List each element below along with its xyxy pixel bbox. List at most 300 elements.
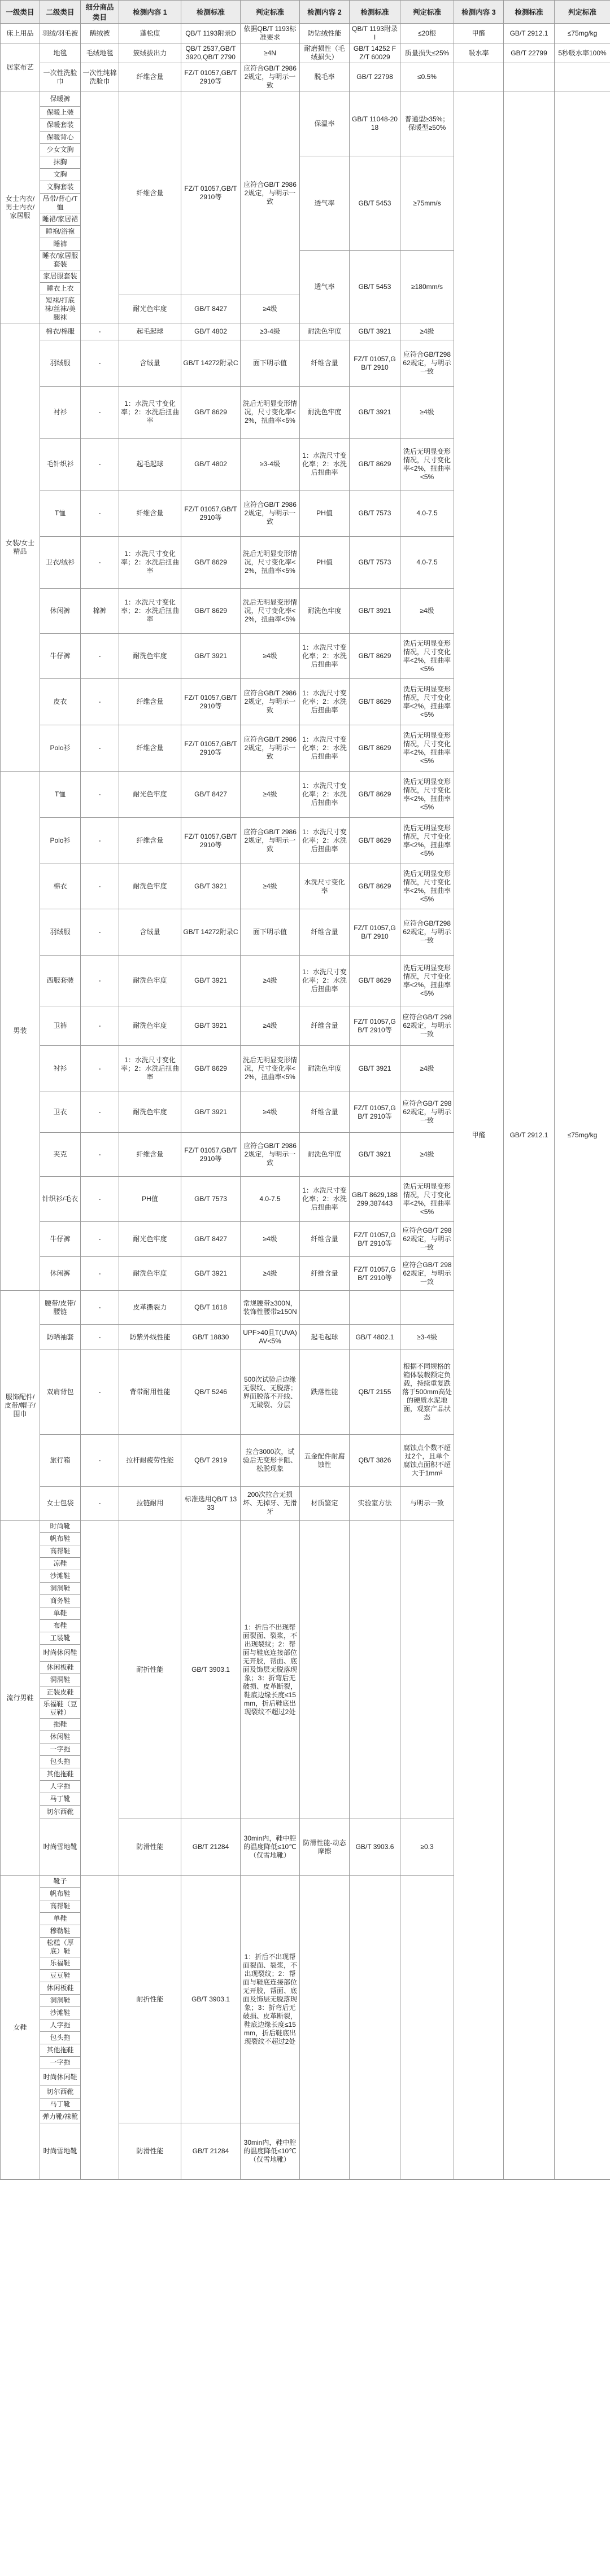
detail-cell: 棉裤 (81, 589, 119, 634)
test-cell: 纤维含量 (119, 91, 181, 295)
test-cell: 含绒量 (119, 340, 181, 387)
category-cell: 床上用品 (1, 24, 40, 43)
judge-cell: 200次拉合无损坏、无掉牙、无滑牙 (241, 1487, 300, 1521)
standard-cell: GB/T 3921 (181, 1257, 241, 1291)
standard-cell: QB/T 3826 (350, 1435, 400, 1487)
subcategory-cell: 帆布鞋 (40, 1888, 81, 1900)
test-cell: PH值 (300, 490, 350, 537)
test-cell: 起毛起球 (300, 1325, 350, 1350)
standard-cell: GB/T 3921 (181, 1092, 241, 1133)
standard-cell: QB/T 5246 (181, 1350, 241, 1435)
judge-cell: 洗后无明显变形情况，尺寸变化率<2%，扭曲率<5% (400, 439, 454, 490)
standard-cell: GB/T 22798 (350, 63, 400, 91)
judge-cell: ≥4级 (241, 1222, 300, 1257)
subcategory-cell: 布鞋 (40, 1620, 81, 1632)
judge-cell: 1：折后不出现帮面裂面、裂浆，不出现裂纹；2：帮面与鞋底连接部位无开胶，帮面、底面及饰层无脱落现象；3：折弯后无破损、皮革断裂，鞋底边缘长度≤15mm，折后鞋底出现裂纹不超过2处 (241, 1876, 300, 2123)
test-cell: 1：水洗尺寸变化率；2：水洗后扭曲率 (119, 1046, 181, 1092)
subcategory-cell: 时尚雪地靴 (40, 2123, 81, 2180)
standard-cell: FZ/T 01057,GB/T 2910等 (350, 1006, 400, 1046)
subcategory-cell: 单鞋 (40, 1607, 81, 1620)
judge-cell: 洗后无明显变形情况，尺寸变化率<2%，扭曲率<5% (400, 864, 454, 909)
test-cell: 耐洗色牢度 (300, 1046, 350, 1092)
test-cell: 防滑性能 (119, 1819, 181, 1876)
standard-cell: FZ/T 01057,GB/T 2910等 (181, 490, 241, 537)
subcategory-cell: 休闲板鞋 (40, 1662, 81, 1674)
test-cell: 含绒量 (119, 909, 181, 956)
subcategory-cell: 毛针织衫 (40, 439, 81, 490)
judge-cell: 应符合GB/T 29862规定，与明示一致 (241, 63, 300, 91)
subcategory-cell: 棉衣/棉服 (40, 323, 81, 340)
test-cell: 甲醛 (454, 91, 504, 2180)
subcategory-cell: 弹力靴/袜靴 (40, 2111, 81, 2123)
detail-cell: - (81, 387, 119, 439)
column-header: 细分商品类目 (81, 1, 119, 24)
standard-cell: GB/T 3921 (181, 956, 241, 1006)
test-cell: 1：水洗尺寸变化率；2：水洗后扭曲率 (300, 679, 350, 725)
detail-cell: - (81, 537, 119, 589)
standard-cell (350, 1521, 400, 1819)
detail-cell: - (81, 323, 119, 340)
standard-cell: GB/T 3903.6 (350, 1819, 400, 1876)
standard-cell: FZ/T 01057,GB/T 2910 (350, 909, 400, 956)
test-cell: 纤维含量 (300, 1222, 350, 1257)
detail-cell: - (81, 772, 119, 818)
standard-cell: GB/T 8427 (181, 295, 241, 323)
standard-cell: FZ/T 01057,GB/T 2910等 (181, 818, 241, 864)
subcategory-cell: 乐福鞋 (40, 1957, 81, 1970)
standard-cell: QB/T 2155 (350, 1350, 400, 1435)
column-header: 检测内容 3 (454, 1, 504, 24)
judge-cell: ≥4级 (241, 772, 300, 818)
standard-cell: GB/T 5453 (350, 156, 400, 251)
standard-cell: GB/T 4802 (181, 439, 241, 490)
detail-cell: - (81, 1092, 119, 1133)
standard-cell: GB/T 8629,188299,387443 (350, 1177, 400, 1222)
subcategory-cell: 洞洞鞋 (40, 1674, 81, 1686)
test-cell: 防钻绒性能 (300, 24, 350, 43)
subcategory-cell: 高帮鞋 (40, 1900, 81, 1913)
judge-cell: 洗后无明显变形情况，尺寸变化率<2%，扭曲率<5% (241, 1046, 300, 1092)
test-cell: 纤维含量 (119, 63, 181, 91)
detail-cell: 鹅绒被 (81, 24, 119, 43)
test-cell: 耐洗色牢度 (300, 323, 350, 340)
subcategory-cell: 洞洞鞋 (40, 1583, 81, 1595)
judge-cell: 4.0-7.5 (400, 537, 454, 589)
judge-cell: ≥4级 (400, 1046, 454, 1092)
standard-cell: GB/T 8427 (181, 772, 241, 818)
subcategory-cell: 旅行箱 (40, 1435, 81, 1487)
test-cell: 纤维含量 (119, 725, 181, 772)
standard-cell: FZ/T 01057,GB/T 2910等 (181, 1133, 241, 1177)
subcategory-cell: 高帮鞋 (40, 1545, 81, 1558)
standard-cell: GB/T 8629 (350, 725, 400, 772)
test-cell: 耐洗色牢度 (119, 956, 181, 1006)
judge-cell: 5秒吸水率100% (555, 43, 610, 63)
detail-cell: - (81, 634, 119, 679)
subcategory-cell: 工装靴 (40, 1632, 81, 1645)
test-cell: 1：水洗尺寸变化率；2：水洗后扭曲率 (300, 725, 350, 772)
test-cell: 纤维含量 (119, 679, 181, 725)
header-row (1, 1, 610, 24)
standard-cell: GB/T 3921 (181, 864, 241, 909)
judge-cell: 应符合GB/T29862规定，与明示一致 (400, 909, 454, 956)
standard-cell: GB/T 3921 (350, 323, 400, 340)
judge-cell: 面下明示值 (241, 340, 300, 387)
judge-cell: 500次试验后边缘无裂纹、无脱落；界面脱落不开线、无破裂、分层 (241, 1350, 300, 1435)
test-cell: 耐光色牢度 (119, 1222, 181, 1257)
standard-cell: GB/T 8629 (350, 634, 400, 679)
judge-cell: 洗后无明显变形情况，尺寸变化率<2%，扭曲率<5% (400, 818, 454, 864)
standard-cell: GB/T 7573 (350, 490, 400, 537)
detail-cell: - (81, 1325, 119, 1350)
test-cell: 纤维含量 (300, 340, 350, 387)
test-cell: 耐折性能 (119, 1521, 181, 1819)
test-cell: 蓬松度 (119, 24, 181, 43)
column-header: 检测内容 2 (300, 1, 350, 24)
judge-cell: 4.0-7.5 (400, 490, 454, 537)
detail-cell: - (81, 1177, 119, 1222)
test-cell: 拉链耐用 (119, 1487, 181, 1521)
detail-cell: - (81, 1222, 119, 1257)
judge-cell (400, 1291, 454, 1325)
subcategory-cell: 时尚雪地靴 (40, 1819, 81, 1876)
column-header: 检测标准 (181, 1, 241, 24)
subcategory-cell: 文胸套装 (40, 181, 81, 194)
judge-cell: UPF>40且T(UVA)AV<5% (241, 1325, 300, 1350)
subcategory-cell: 卫衣 (40, 1092, 81, 1133)
judge-cell: 洗后无明显变形情况，尺寸变化率<2%，扭曲率<5% (400, 725, 454, 772)
subcategory-cell: 衬衫 (40, 387, 81, 439)
judge-cell: ≥4级 (400, 387, 454, 439)
standard-cell: GB/T 3921 (350, 387, 400, 439)
test-cell: 吸水率 (454, 43, 504, 63)
test-cell: 保温率 (300, 91, 350, 156)
standard-cell: GB/T 11048-2018 (350, 91, 400, 156)
detail-cell: - (81, 909, 119, 956)
standard-cell: GB/T 8629 (350, 772, 400, 818)
standard-cell: GB/T 8629 (350, 818, 400, 864)
standard-cell: 标准选用QB/T 1333 (181, 1487, 241, 1521)
column-header: 判定标准 (241, 1, 300, 24)
subcategory-cell: 睡衣/家居服套装 (40, 251, 81, 270)
standard-cell (350, 1876, 400, 2180)
judge-cell: 30min内，鞋中腔的温度降低≤10℃（仅雪地靴） (241, 2123, 300, 2180)
subcategory-cell: 羽绒服 (40, 909, 81, 956)
subcategory-cell: 卫裤 (40, 1006, 81, 1046)
standard-cell: GB/T 5453 (350, 251, 400, 323)
detail-cell (81, 1521, 119, 1876)
subcategory-cell: 睡裙/家居裙 (40, 213, 81, 226)
standard-cell: 实验室方法 (350, 1487, 400, 1521)
subcategory-cell: 针织衫/毛衣 (40, 1177, 81, 1222)
category-cell: 女鞋 (1, 1876, 40, 2180)
test-cell: PH值 (300, 537, 350, 589)
test-cell: 耐洗色牢度 (300, 1133, 350, 1177)
detail-cell: - (81, 679, 119, 725)
standard-cell: GB/T 2912.1 (504, 24, 555, 43)
test-cell: 1：水洗尺寸变化率；2：水洗后扭曲率 (300, 1177, 350, 1222)
subcategory-cell: 睡袍/浴袍 (40, 226, 81, 238)
test-cell: 背带耐用性能 (119, 1350, 181, 1435)
judge-cell: ≤20根 (400, 24, 454, 43)
judge-cell: 拉合3000次，试验后无变形卡阻、松脱现象 (241, 1435, 300, 1487)
subcategory-cell: 时尚靴 (40, 1521, 81, 1533)
standard-cell (504, 63, 555, 91)
judge-cell (400, 1521, 454, 1819)
judge-cell: 应符合GB/T 29862规定，与明示一致 (241, 725, 300, 772)
standard-cell: GB/T 8629 (350, 956, 400, 1006)
detail-cell: - (81, 1257, 119, 1291)
subcategory-cell: 其他拖鞋 (40, 1768, 81, 1781)
detail-cell: - (81, 1487, 119, 1521)
judge-cell: 30min内，鞋中腔的温度降低≤10℃（仅雪地靴） (241, 1819, 300, 1876)
subcategory-cell: 凉鞋 (40, 1558, 81, 1570)
subcategory-cell: 靴子 (40, 1876, 81, 1888)
test-cell: 皮革撕裂力 (119, 1291, 181, 1325)
standard-cell: QB/T 2919 (181, 1435, 241, 1487)
test-cell: 脱毛率 (300, 63, 350, 91)
judge-cell: ≤0.5% (400, 63, 454, 91)
test-cell: 1：水洗尺寸变化率；2：水洗后扭曲率 (119, 589, 181, 634)
judge-cell: 质量损失≤25% (400, 43, 454, 63)
test-cell: 纤维含量 (300, 1006, 350, 1046)
test-cell: 1：水洗尺寸变化率；2：水洗后扭曲率 (300, 634, 350, 679)
test-cell: 水洗尺寸变化率 (300, 864, 350, 909)
judge-cell: 依据QB/T 1193标准要求 (241, 24, 300, 43)
detail-cell (81, 91, 119, 323)
subcategory-cell: 一字拖 (40, 1743, 81, 1756)
subcategory-cell: 牛仔裤 (40, 1222, 81, 1257)
judge-cell: 洗后无明显变形情况，尺寸变化率<2%，扭曲率<5% (241, 537, 300, 589)
detail-cell: - (81, 340, 119, 387)
judge-cell: ≥0.3 (400, 1819, 454, 1876)
subcategory-cell: 地毯 (40, 43, 81, 63)
category-cell: 服饰配件/皮带/帽子/围巾 (1, 1291, 40, 1521)
column-header: 一级类目 (1, 1, 40, 24)
category-cell: 男装 (1, 772, 40, 1291)
subcategory-cell: 休闲板鞋 (40, 1982, 81, 1995)
test-cell: 耐洗色牢度 (119, 864, 181, 909)
standard-cell: GB/T 3921 (350, 1046, 400, 1092)
subcategory-cell: 人字拖 (40, 2019, 81, 2032)
test-cell: 1：水洗尺寸变化率；2：水洗后扭曲率 (300, 818, 350, 864)
subcategory-cell: 豆豆鞋 (40, 1970, 81, 1982)
category-cell: 居家布艺 (1, 43, 40, 91)
test-cell: 纤维含量 (300, 909, 350, 956)
subcategory-cell: 拖鞋 (40, 1719, 81, 1731)
test-cell: 耐洗色牢度 (300, 387, 350, 439)
standard-cell: GB/T 8629 (350, 679, 400, 725)
subcategory-cell: 时尚休闲鞋 (40, 2069, 81, 2086)
subcategory-cell: 正装皮鞋 (40, 1686, 81, 1699)
detail-cell: - (81, 725, 119, 772)
judge-cell: 普通型≥35%；保暖型≥50% (400, 91, 454, 156)
detail-cell: - (81, 864, 119, 909)
category-cell: 女装/女士精品 (1, 323, 40, 772)
subcategory-cell: 女士包袋 (40, 1487, 81, 1521)
detail-cell: - (81, 1291, 119, 1325)
judge-cell: 洗后无明显变形情况，尺寸变化率<2%，扭曲率<5% (241, 387, 300, 439)
standard-cell: QB/T 1193附录I (350, 24, 400, 43)
test-cell: 耐洗色牢度 (300, 589, 350, 634)
test-cell: 防滑性能 (119, 2123, 181, 2180)
judge-cell: 洗后无明显变形情况，尺寸变化率<2%，扭曲率<5% (241, 589, 300, 634)
standard-cell: GB/T 4802 (181, 323, 241, 340)
judge-cell: 1：折后不出现帮面裂面、裂浆，不出现裂纹；2：帮面与鞋底连接部位无开胶，帮面、底面及饰层无脱落现象；3：折弯后无破损、皮革断裂，鞋底边缘长度≤15mm，折后鞋底出现裂纹不超过2处 (241, 1521, 300, 1819)
subcategory-cell: 家居服套装 (40, 270, 81, 283)
subcategory-cell: 吊带/背心/T恤 (40, 194, 81, 213)
judge-cell: 常规腰带≥300N，装饰性腰带≥150N (241, 1291, 300, 1325)
subcategory-cell: Polo衫 (40, 818, 81, 864)
subcategory-cell: 腰带/皮带/腰链 (40, 1291, 81, 1325)
test-cell: 1：水洗尺寸变化率；2：水洗后扭曲率 (300, 956, 350, 1006)
category-cell: 流行男鞋 (1, 1521, 40, 1876)
table-row (1, 24, 610, 43)
standard-cell: FZ/T 01057,GB/T 2910等 (181, 63, 241, 91)
test-cell: 透气率 (300, 156, 350, 251)
subcategory-cell: 休闲裤 (40, 589, 81, 634)
test-cell: 1：水洗尺寸变化率；2：水洗后扭曲率 (119, 537, 181, 589)
judge-cell: ≥4级 (241, 295, 300, 323)
judge-cell: 应符合GB/T 29862规定，与明示一致 (241, 679, 300, 725)
subcategory-cell: 乐福鞋（豆豆鞋） (40, 1699, 81, 1719)
judge-cell: ≥4级 (400, 1133, 454, 1177)
standard-cell: QB/T 1618 (181, 1291, 241, 1325)
subcategory-cell: 睡裤 (40, 238, 81, 251)
judge-cell: ≥4级 (400, 323, 454, 340)
subcategory-cell: 睡衣上衣 (40, 283, 81, 295)
standard-cell: GB/T 3903.1 (181, 1521, 241, 1819)
standard-cell: GB/T 22799 (504, 43, 555, 63)
subcategory-cell: Polo衫 (40, 725, 81, 772)
judge-cell: 应符合GB/T 29862规定，与明示一致 (400, 1257, 454, 1291)
test-cell: 拉杆耐疲劳性能 (119, 1435, 181, 1487)
test-cell: 五金配件耐腐蚀性 (300, 1435, 350, 1487)
detail-cell: 毛绒地毯 (81, 43, 119, 63)
test-cell: PH值 (119, 1177, 181, 1222)
test-cell: 耐光色牢度 (119, 295, 181, 323)
test-cell: 耐折性能 (119, 1876, 181, 2123)
subcategory-cell: 切尔西靴 (40, 1806, 81, 1819)
standard-cell: GB/T 3921 (181, 634, 241, 679)
subcategory-cell: 一次性洗脸巾 (40, 63, 81, 91)
judge-cell: 应符合GB/T 29862规定，与明示一致 (241, 1133, 300, 1177)
judge-cell: 应符合GB/T 29862规定，与明示一致 (400, 1006, 454, 1046)
detail-cell (81, 1876, 119, 2180)
subcategory-cell: 包头拖 (40, 2032, 81, 2044)
standard-cell: FZ/T 01057,GB/T 2910等 (181, 91, 241, 295)
standard-cell: GB/T 7573 (181, 1177, 241, 1222)
subcategory-cell: 防晒袖套 (40, 1325, 81, 1350)
subcategory-cell: 夹克 (40, 1133, 81, 1177)
test-cell (300, 1521, 350, 1819)
judge-cell: 应符合GB/T 29862规定，与明示一致 (241, 490, 300, 537)
test-cell (300, 1291, 350, 1325)
standard-cell: QB/T 1193附录D (181, 24, 241, 43)
subcategory-cell: 休闲裤 (40, 1257, 81, 1291)
standard-cell: GB/T 3903.1 (181, 1876, 241, 2123)
standard-cell: GB/T 8629 (181, 537, 241, 589)
subcategory-cell: 洞洞鞋 (40, 1995, 81, 2007)
test-cell: 1：水洗尺寸变化率；2：水洗后扭曲率 (300, 772, 350, 818)
judge-cell (400, 1876, 454, 2180)
subcategory-cell: 保暖套装 (40, 119, 81, 132)
test-cell: 防滑性能-动态摩擦 (300, 1819, 350, 1876)
table-row (1, 43, 610, 63)
test-cell (454, 63, 504, 91)
standard-cell: GB/T 7573 (350, 537, 400, 589)
subcategory-cell: 保暖上装 (40, 107, 81, 119)
standard-cell: GB/T 21284 (181, 2123, 241, 2180)
subcategory-cell: 皮衣 (40, 679, 81, 725)
subcategory-cell: 沙滩鞋 (40, 2007, 81, 2019)
judge-cell: ≥3-4级 (241, 439, 300, 490)
subcategory-cell: 商务鞋 (40, 1595, 81, 1607)
column-header: 检测标准 (504, 1, 555, 24)
detail-cell: - (81, 1350, 119, 1435)
judge-cell: ≥4级 (241, 956, 300, 1006)
subcategory-cell: 马丁靴 (40, 2099, 81, 2111)
subcategory-cell: 衬衫 (40, 1046, 81, 1092)
judge-cell: ≥4N (241, 43, 300, 63)
standard-cell: GB/T 8629 (181, 1046, 241, 1092)
judge-cell: 洗后无明显变形情况，尺寸变化率<2%，扭曲率<5% (400, 634, 454, 679)
table-body (1, 24, 610, 2180)
judge-cell: 应符合GB/T 29862规定，与明示一致 (400, 1092, 454, 1133)
judge-cell: ≥3-4级 (400, 1325, 454, 1350)
judge-cell: ≥4级 (241, 1257, 300, 1291)
subcategory-cell: T恤 (40, 772, 81, 818)
test-cell: 纤维含量 (119, 818, 181, 864)
subcategory-cell: 马丁靴 (40, 1793, 81, 1806)
judge-cell: ≤75mg/kg (555, 24, 610, 43)
judge-cell: ≤75mg/kg (555, 91, 610, 2180)
judge-cell: 洗后无明显变形情况，尺寸变化率<2%，扭曲率<5% (400, 679, 454, 725)
judge-cell: ≥180mm/s (400, 251, 454, 323)
standard-cell: GB/T 8629 (181, 387, 241, 439)
detail-cell: - (81, 818, 119, 864)
judge-cell: ≥4级 (241, 864, 300, 909)
subcategory-cell: 短袜/打底袜/丝袜/美腿袜 (40, 295, 81, 323)
standard-cell: GB/T 8427 (181, 1222, 241, 1257)
standard-cell: FZ/T 01057,GB/T 2910等 (181, 679, 241, 725)
subcategory-cell: 时尚休闲鞋 (40, 1645, 81, 1662)
test-cell: 1：水洗尺寸变化率；2：水洗后扭曲率 (119, 387, 181, 439)
standard-cell: GB/T 2912.1 (504, 91, 555, 2180)
judge-cell: ≥75mm/s (400, 156, 454, 251)
subcategory-cell: T恤 (40, 490, 81, 537)
subcategory-cell: 保暖裤 (40, 91, 81, 107)
subcategory-cell: 切尔西靴 (40, 2086, 81, 2099)
test-cell: 簇绒拔出力 (119, 43, 181, 63)
judge-cell: 洗后无明显变形情况，尺寸变化率<2%，扭曲率<5% (400, 772, 454, 818)
standard-cell: GB/T 14272附录C (181, 909, 241, 956)
column-header: 判定标准 (555, 1, 610, 24)
subcategory-cell: 羽绒/羽毛被 (40, 24, 81, 43)
subcategory-cell: 人字拖 (40, 1781, 81, 1793)
test-cell: 透气率 (300, 251, 350, 323)
standard-cell: GB/T 8629 (181, 589, 241, 634)
detail-cell: - (81, 490, 119, 537)
judge-cell: 面下明示值 (241, 909, 300, 956)
standard-cell: GB/T 4802.1 (350, 1325, 400, 1350)
subcategory-cell: 松糕（厚底）鞋 (40, 1938, 81, 1957)
standard-cell: GB/T 18830 (181, 1325, 241, 1350)
test-cell: 甲醛 (454, 24, 504, 43)
test-cell: 纤维含量 (300, 1092, 350, 1133)
subcategory-cell: 西服套装 (40, 956, 81, 1006)
standard-cell: FZ/T 01057,GB/T 2910等 (350, 1222, 400, 1257)
